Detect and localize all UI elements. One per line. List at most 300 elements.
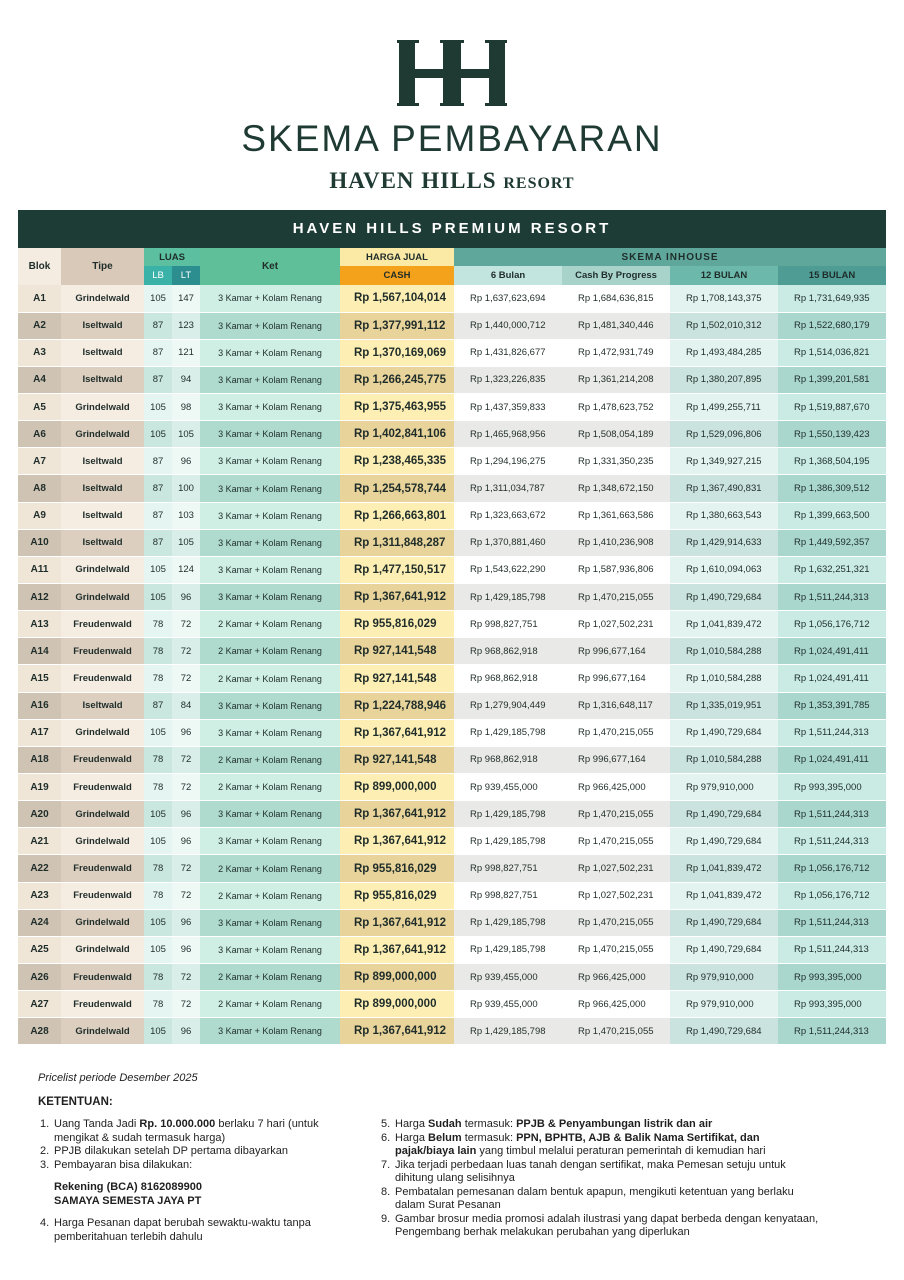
cell-6-bulan: Rp 998,827,751 xyxy=(454,611,562,638)
header-tipe: Tipe xyxy=(61,248,144,285)
cell-6-bulan: Rp 1,431,826,677 xyxy=(454,339,562,366)
ketentuan-item-number: 6. xyxy=(381,1131,391,1144)
cell-cash-by-progress: Rp 1,361,663,586 xyxy=(562,502,670,529)
cell-12-bulan: Rp 1,490,729,684 xyxy=(670,801,778,828)
ketentuan-item-text: Uang Tanda Jadi xyxy=(54,1118,140,1130)
cell-lb: 87 xyxy=(144,366,172,393)
table-row xyxy=(18,556,886,583)
cell-15-bulan: Rp 1,386,309,512 xyxy=(778,475,886,502)
cell-lb: 105 xyxy=(144,801,172,828)
cell-6-bulan: Rp 1,429,185,798 xyxy=(454,828,562,855)
ketentuan-item-text: termasuk: xyxy=(461,1131,517,1144)
cell-blok: A2 xyxy=(18,312,61,339)
cell-lb: 87 xyxy=(144,692,172,719)
cell-lt: 147 xyxy=(172,285,200,312)
cell-15-bulan: Rp 1,632,251,321 xyxy=(778,556,886,583)
cell-tipe: Freudenwald xyxy=(61,855,144,882)
cell-6-bulan: Rp 1,429,185,798 xyxy=(454,1018,562,1045)
cell-tipe: Iseltwald xyxy=(61,366,144,393)
cell-cash-by-progress: Rp 1,316,648,117 xyxy=(562,692,670,719)
cell-cash-by-progress: Rp 1,470,215,055 xyxy=(562,936,670,963)
cell-6-bulan: Rp 1,294,196,275 xyxy=(454,448,562,475)
cell-ket: 3 Kamar + Kolam Renang xyxy=(200,285,340,312)
cell-6-bulan: Rp 1,323,663,672 xyxy=(454,502,562,529)
cell-ket: 3 Kamar + Kolam Renang xyxy=(200,366,340,393)
cell-6-bulan: Rp 1,370,881,460 xyxy=(454,529,562,556)
cell-tipe: Grindelwald xyxy=(61,719,144,746)
cell-cash: Rp 1,367,641,912 xyxy=(340,801,454,828)
cell-lb: 87 xyxy=(144,529,172,556)
ketentuan-item-text: Pembayaran bisa dilakukan: xyxy=(54,1158,193,1171)
cell-lt: 100 xyxy=(172,475,200,502)
table-row xyxy=(18,448,886,475)
cell-lt: 103 xyxy=(172,502,200,529)
cell-blok: A28 xyxy=(18,1018,61,1045)
cell-ket: 3 Kamar + Kolam Renang xyxy=(200,909,340,936)
table-row xyxy=(18,312,886,339)
cell-12-bulan: Rp 1,529,096,806 xyxy=(670,421,778,448)
cell-blok: A21 xyxy=(18,828,61,855)
ketentuan-item-text: Pembatalan pemesanan dalam bentuk apapun, mengikuti ketentuan yang berlaku dalam Surat Pesanan xyxy=(395,1185,794,1211)
cell-lb: 78 xyxy=(144,665,172,692)
cell-ket: 3 Kamar + Kolam Renang xyxy=(200,339,340,366)
cell-12-bulan: Rp 1,490,729,684 xyxy=(670,936,778,963)
cell-ket: 2 Kamar + Kolam Renang xyxy=(200,665,340,692)
table-row xyxy=(18,692,886,719)
header-lt: LT xyxy=(172,266,200,285)
cell-12-bulan: Rp 1,493,484,285 xyxy=(670,339,778,366)
cell-12-bulan: Rp 1,010,584,288 xyxy=(670,665,778,692)
cell-lt: 96 xyxy=(172,936,200,963)
cell-blok: A18 xyxy=(18,746,61,773)
cell-blok: A15 xyxy=(18,665,61,692)
cell-cash-by-progress: Rp 1,410,236,908 xyxy=(562,529,670,556)
page-header xyxy=(0,0,904,205)
cell-lb: 78 xyxy=(144,611,172,638)
cell-12-bulan: Rp 1,335,019,951 xyxy=(670,692,778,719)
table-row xyxy=(18,774,886,801)
ketentuan-item-text: termasuk: xyxy=(461,1118,517,1130)
cell-ket: 2 Kamar + Kolam Renang xyxy=(200,882,340,909)
cell-12-bulan: Rp 1,380,663,543 xyxy=(670,502,778,529)
cell-lt: 105 xyxy=(172,421,200,448)
ketentuan-item-number: 4. xyxy=(40,1217,50,1229)
table-row xyxy=(18,611,886,638)
ketentuan-item-text: berlaku 7 hari (untuk mengikat & sudah termasuk harga) xyxy=(54,1118,319,1144)
cell-15-bulan: Rp 1,511,244,313 xyxy=(778,584,886,611)
cell-lt: 96 xyxy=(172,584,200,611)
cell-tipe: Iseltwald xyxy=(61,692,144,719)
table-row xyxy=(18,882,886,909)
ketentuan-item-number: 1. xyxy=(40,1118,50,1130)
cell-tipe: Grindelwald xyxy=(61,421,144,448)
cell-blok: A22 xyxy=(18,855,61,882)
cell-tipe: Iseltwald xyxy=(61,312,144,339)
cell-lt: 98 xyxy=(172,394,200,421)
cell-15-bulan: Rp 1,511,244,313 xyxy=(778,719,886,746)
cell-tipe: Grindelwald xyxy=(61,936,144,963)
cell-tipe: Freudenwald xyxy=(61,611,144,638)
cell-lt: 72 xyxy=(172,991,200,1018)
ketentuan-item xyxy=(38,1217,338,1244)
header-luas: LUAS xyxy=(144,248,200,266)
table-row xyxy=(18,421,886,448)
cell-ket: 3 Kamar + Kolam Renang xyxy=(200,556,340,583)
cell-ket: 3 Kamar + Kolam Renang xyxy=(200,801,340,828)
pricelist-table xyxy=(18,248,886,1045)
ketentuan-item xyxy=(379,1132,819,1159)
header-6-bulan: 6 Bulan xyxy=(454,266,562,285)
cell-15-bulan: Rp 1,056,176,712 xyxy=(778,882,886,909)
table-row xyxy=(18,394,886,421)
cell-ket: 2 Kamar + Kolam Renang xyxy=(200,855,340,882)
cell-cash-by-progress: Rp 1,470,215,055 xyxy=(562,801,670,828)
cell-cash: Rp 899,000,000 xyxy=(340,774,454,801)
ketentuan-item xyxy=(379,1118,819,1132)
cell-lb: 78 xyxy=(144,964,172,991)
cell-6-bulan: Rp 1,465,968,956 xyxy=(454,421,562,448)
cell-ket: 3 Kamar + Kolam Renang xyxy=(200,475,340,502)
rekening-info xyxy=(38,1181,338,1208)
cell-15-bulan: Rp 1,519,887,670 xyxy=(778,394,886,421)
cell-tipe: Iseltwald xyxy=(61,339,144,366)
table-row xyxy=(18,828,886,855)
cell-cash-by-progress: Rp 1,508,054,189 xyxy=(562,421,670,448)
table-row xyxy=(18,529,886,556)
cell-cash-by-progress: Rp 1,027,502,231 xyxy=(562,611,670,638)
cell-12-bulan: Rp 1,041,839,472 xyxy=(670,855,778,882)
cell-15-bulan: Rp 1,399,663,500 xyxy=(778,502,886,529)
ketentuan-item-text: Belum xyxy=(428,1131,462,1144)
cell-15-bulan: Rp 1,511,244,313 xyxy=(778,828,886,855)
cell-lb: 105 xyxy=(144,1018,172,1045)
ketentuan-item-text: PPJB dilakukan setelah DP pertama dibayarkan xyxy=(54,1145,288,1157)
cell-12-bulan: Rp 1,429,914,633 xyxy=(670,529,778,556)
cell-blok: A23 xyxy=(18,882,61,909)
cell-cash: Rp 927,141,548 xyxy=(340,638,454,665)
cell-ket: 3 Kamar + Kolam Renang xyxy=(200,421,340,448)
cell-blok: A11 xyxy=(18,556,61,583)
cell-15-bulan: Rp 1,449,592,357 xyxy=(778,529,886,556)
cell-cash: Rp 1,477,150,517 xyxy=(340,556,454,583)
cell-cash: Rp 899,000,000 xyxy=(340,964,454,991)
cell-6-bulan: Rp 1,440,000,712 xyxy=(454,312,562,339)
rekening-name: SAMAYA SEMESTA JAYA PT xyxy=(54,1194,202,1207)
cell-ket: 3 Kamar + Kolam Renang xyxy=(200,584,340,611)
cell-lt: 96 xyxy=(172,801,200,828)
cell-lt: 96 xyxy=(172,448,200,475)
ketentuan-item-text: Rp. 10.000.000 xyxy=(139,1118,216,1130)
cell-12-bulan: Rp 979,910,000 xyxy=(670,964,778,991)
cell-blok: A20 xyxy=(18,801,61,828)
cell-cash: Rp 955,816,029 xyxy=(340,882,454,909)
page-subtitle xyxy=(0,168,904,194)
table-row xyxy=(18,855,886,882)
ketentuan-left-column xyxy=(38,1118,338,1244)
cell-lb: 105 xyxy=(144,909,172,936)
cell-ket: 3 Kamar + Kolam Renang xyxy=(200,692,340,719)
cell-cash-by-progress: Rp 1,478,623,752 xyxy=(562,394,670,421)
cell-15-bulan: Rp 1,731,649,935 xyxy=(778,285,886,312)
rekening-number: Rekening (BCA) 8162089900 xyxy=(54,1181,202,1193)
cell-cash-by-progress: Rp 1,027,502,231 xyxy=(562,882,670,909)
cell-lt: 72 xyxy=(172,964,200,991)
cell-tipe: Grindelwald xyxy=(61,285,144,312)
cell-tipe: Freudenwald xyxy=(61,638,144,665)
cell-tipe: Freudenwald xyxy=(61,882,144,909)
cell-blok: A12 xyxy=(18,584,61,611)
table-row xyxy=(18,909,886,936)
cell-cash: Rp 1,311,848,287 xyxy=(340,529,454,556)
cell-12-bulan: Rp 1,708,143,375 xyxy=(670,285,778,312)
ketentuan-item-text: PPJB & Penyambungan listrik dan air xyxy=(516,1118,713,1130)
cell-cash: Rp 1,238,465,335 xyxy=(340,448,454,475)
cell-ket: 3 Kamar + Kolam Renang xyxy=(200,312,340,339)
cell-6-bulan: Rp 1,437,359,833 xyxy=(454,394,562,421)
cell-cash-by-progress: Rp 996,677,164 xyxy=(562,665,670,692)
cell-12-bulan: Rp 1,041,839,472 xyxy=(670,611,778,638)
header-cash: CASH xyxy=(340,266,454,285)
cell-6-bulan: Rp 939,455,000 xyxy=(454,964,562,991)
cell-ket: 3 Kamar + Kolam Renang xyxy=(200,394,340,421)
cell-ket: 2 Kamar + Kolam Renang xyxy=(200,774,340,801)
cell-ket: 3 Kamar + Kolam Renang xyxy=(200,719,340,746)
notes-section xyxy=(38,1072,868,1243)
ketentuan-item-number: 3. xyxy=(40,1158,50,1171)
ketentuan-item-text: Jika terjadi perbedaan luas tanah dengan sertifikat, maka Pemesan setuju untuk dihitung ulang selisihnya xyxy=(395,1158,786,1184)
cell-6-bulan: Rp 1,429,185,798 xyxy=(454,936,562,963)
cell-lb: 105 xyxy=(144,719,172,746)
cell-blok: A25 xyxy=(18,936,61,963)
cell-cash: Rp 1,367,641,912 xyxy=(340,828,454,855)
ketentuan-item-text: Gambar brosur media promosi adalah ilustrasi yang dapat berbeda dengan kenyataan, Pengembang berhak melakukan perubahan yang diperlukan xyxy=(395,1212,819,1238)
ketentuan-item xyxy=(379,1159,819,1186)
ketentuan-item-text: Harga xyxy=(395,1131,429,1144)
cell-6-bulan: Rp 1,323,226,835 xyxy=(454,366,562,393)
cell-lb: 78 xyxy=(144,855,172,882)
cell-15-bulan: Rp 1,550,139,423 xyxy=(778,421,886,448)
table-banner: HAVEN HILLS PREMIUM RESORT xyxy=(18,210,886,248)
cell-12-bulan: Rp 1,367,490,831 xyxy=(670,475,778,502)
header-skema-inhouse: SKEMA INHOUSE xyxy=(454,248,886,266)
cell-cash: Rp 1,224,788,946 xyxy=(340,692,454,719)
ketentuan-item-text: Harga Pesanan dapat berubah sewaktu-waktu tanpa pemberitahuan terlebih dahulu xyxy=(54,1217,311,1243)
cell-lt: 72 xyxy=(172,638,200,665)
cell-lt: 72 xyxy=(172,882,200,909)
table-row xyxy=(18,991,886,1018)
table-row xyxy=(18,366,886,393)
cell-blok: A7 xyxy=(18,448,61,475)
cell-15-bulan: Rp 1,368,504,195 xyxy=(778,448,886,475)
cell-tipe: Freudenwald xyxy=(61,991,144,1018)
cell-15-bulan: Rp 1,511,244,313 xyxy=(778,1018,886,1045)
cell-cash-by-progress: Rp 1,348,672,150 xyxy=(562,475,670,502)
cell-ket: 2 Kamar + Kolam Renang xyxy=(200,638,340,665)
header-harga-jual: HARGA JUAL xyxy=(340,248,454,266)
cell-6-bulan: Rp 1,429,185,798 xyxy=(454,584,562,611)
cell-cash: Rp 1,370,169,069 xyxy=(340,339,454,366)
cell-lb: 87 xyxy=(144,502,172,529)
cell-12-bulan: Rp 1,490,729,684 xyxy=(670,584,778,611)
cell-lb: 78 xyxy=(144,882,172,909)
cell-ket: 3 Kamar + Kolam Renang xyxy=(200,1018,340,1045)
table-row xyxy=(18,475,886,502)
cell-12-bulan: Rp 1,010,584,288 xyxy=(670,746,778,773)
cell-6-bulan: Rp 939,455,000 xyxy=(454,991,562,1018)
cell-lb: 105 xyxy=(144,584,172,611)
cell-tipe: Freudenwald xyxy=(61,665,144,692)
cell-15-bulan: Rp 1,024,491,411 xyxy=(778,638,886,665)
cell-12-bulan: Rp 1,490,729,684 xyxy=(670,909,778,936)
cell-tipe: Grindelwald xyxy=(61,556,144,583)
cell-cash: Rp 1,254,578,744 xyxy=(340,475,454,502)
cell-tipe: Grindelwald xyxy=(61,394,144,421)
cell-ket: 2 Kamar + Kolam Renang xyxy=(200,964,340,991)
cell-lb: 87 xyxy=(144,339,172,366)
cell-tipe: Freudenwald xyxy=(61,774,144,801)
cell-blok: A3 xyxy=(18,339,61,366)
cell-ket: 3 Kamar + Kolam Renang xyxy=(200,502,340,529)
cell-lb: 87 xyxy=(144,312,172,339)
cell-15-bulan: Rp 993,395,000 xyxy=(778,964,886,991)
cell-cash-by-progress: Rp 1,361,214,208 xyxy=(562,366,670,393)
cell-blok: A9 xyxy=(18,502,61,529)
cell-15-bulan: Rp 993,395,000 xyxy=(778,991,886,1018)
cell-tipe: Freudenwald xyxy=(61,746,144,773)
cell-lb: 105 xyxy=(144,285,172,312)
cell-lt: 96 xyxy=(172,828,200,855)
cell-cash-by-progress: Rp 966,425,000 xyxy=(562,964,670,991)
cell-6-bulan: Rp 1,543,622,290 xyxy=(454,556,562,583)
cell-6-bulan: Rp 1,429,185,798 xyxy=(454,801,562,828)
cell-12-bulan: Rp 979,910,000 xyxy=(670,991,778,1018)
cell-tipe: Grindelwald xyxy=(61,909,144,936)
cell-cash: Rp 927,141,548 xyxy=(340,746,454,773)
cell-tipe: Iseltwald xyxy=(61,502,144,529)
cell-6-bulan: Rp 968,862,918 xyxy=(454,746,562,773)
cell-15-bulan: Rp 1,056,176,712 xyxy=(778,855,886,882)
cell-cash: Rp 1,367,641,912 xyxy=(340,1018,454,1045)
cell-lb: 78 xyxy=(144,746,172,773)
pricelist-table-container xyxy=(18,210,886,1045)
ketentuan-right-column xyxy=(379,1118,819,1240)
cell-ket: 3 Kamar + Kolam Renang xyxy=(200,529,340,556)
cell-15-bulan: Rp 1,056,176,712 xyxy=(778,611,886,638)
subtitle-main: HAVEN HILLS xyxy=(329,168,497,193)
cell-cash-by-progress: Rp 1,481,340,446 xyxy=(562,312,670,339)
page-title: SKEMA PEMBAYARAN xyxy=(241,118,663,159)
cell-cash: Rp 1,567,104,014 xyxy=(340,285,454,312)
cell-blok: A16 xyxy=(18,692,61,719)
header-lb: LB xyxy=(144,266,172,285)
cell-lt: 72 xyxy=(172,665,200,692)
table-body xyxy=(18,285,886,1045)
header-12-bulan: 12 BULAN xyxy=(670,266,778,285)
ketentuan-item-number: 9. xyxy=(381,1212,391,1225)
cell-cash-by-progress: Rp 966,425,000 xyxy=(562,991,670,1018)
cell-lt: 123 xyxy=(172,312,200,339)
cell-cash-by-progress: Rp 1,470,215,055 xyxy=(562,909,670,936)
cell-blok: A14 xyxy=(18,638,61,665)
cell-6-bulan: Rp 968,862,918 xyxy=(454,665,562,692)
cell-lt: 84 xyxy=(172,692,200,719)
cell-lb: 105 xyxy=(144,936,172,963)
ketentuan-title: KETENTUAN: xyxy=(38,1096,113,1108)
ketentuan-item xyxy=(379,1186,819,1213)
ketentuan-item xyxy=(38,1118,338,1145)
cell-6-bulan: Rp 998,827,751 xyxy=(454,882,562,909)
cell-lb: 105 xyxy=(144,828,172,855)
cell-tipe: Iseltwald xyxy=(61,448,144,475)
cell-lt: 121 xyxy=(172,339,200,366)
cell-15-bulan: Rp 1,511,244,313 xyxy=(778,936,886,963)
table-row xyxy=(18,584,886,611)
cell-blok: A27 xyxy=(18,991,61,1018)
table-row xyxy=(18,801,886,828)
cell-ket: 3 Kamar + Kolam Renang xyxy=(200,828,340,855)
cell-12-bulan: Rp 1,490,729,684 xyxy=(670,1018,778,1045)
cell-blok: A19 xyxy=(18,774,61,801)
cell-12-bulan: Rp 1,380,207,895 xyxy=(670,366,778,393)
cell-12-bulan: Rp 1,499,255,711 xyxy=(670,394,778,421)
ketentuan-item-number: 2. xyxy=(40,1145,50,1157)
table-row xyxy=(18,638,886,665)
cell-cash-by-progress: Rp 1,470,215,055 xyxy=(562,719,670,746)
cell-tipe: Grindelwald xyxy=(61,584,144,611)
cell-6-bulan: Rp 968,862,918 xyxy=(454,638,562,665)
cell-cash: Rp 1,375,463,955 xyxy=(340,394,454,421)
cell-ket: 3 Kamar + Kolam Renang xyxy=(200,936,340,963)
cell-6-bulan: Rp 1,429,185,798 xyxy=(454,719,562,746)
cell-12-bulan: Rp 1,490,729,684 xyxy=(670,719,778,746)
cell-lb: 105 xyxy=(144,421,172,448)
header-ket: Ket xyxy=(200,248,340,285)
table-row xyxy=(18,665,886,692)
cell-cash-by-progress: Rp 996,677,164 xyxy=(562,746,670,773)
cell-blok: A8 xyxy=(18,475,61,502)
cell-cash: Rp 899,000,000 xyxy=(340,991,454,1018)
subtitle-small: RESORT xyxy=(503,175,575,192)
cell-cash: Rp 1,367,641,912 xyxy=(340,584,454,611)
cell-12-bulan: Rp 1,490,729,684 xyxy=(670,828,778,855)
header-blok: Blok xyxy=(18,248,61,285)
cell-15-bulan: Rp 1,511,244,313 xyxy=(778,801,886,828)
cell-lt: 72 xyxy=(172,611,200,638)
cell-cash: Rp 1,266,245,775 xyxy=(340,366,454,393)
table-row xyxy=(18,746,886,773)
cell-lt: 96 xyxy=(172,909,200,936)
cell-blok: A5 xyxy=(18,394,61,421)
table-row xyxy=(18,964,886,991)
cell-lb: 87 xyxy=(144,448,172,475)
cell-cash: Rp 1,367,641,912 xyxy=(340,719,454,746)
cell-ket: 2 Kamar + Kolam Renang xyxy=(200,746,340,773)
cell-cash-by-progress: Rp 1,684,636,815 xyxy=(562,285,670,312)
cell-cash-by-progress: Rp 1,470,215,055 xyxy=(562,584,670,611)
ketentuan-item-text: PPN, BPHTB, AJB & Balik Nama Sertifikat, dan pajak/biaya lain xyxy=(395,1131,760,1157)
cell-lb: 105 xyxy=(144,556,172,583)
cell-cash-by-progress: Rp 966,425,000 xyxy=(562,774,670,801)
cell-tipe: Grindelwald xyxy=(61,828,144,855)
cell-lt: 96 xyxy=(172,719,200,746)
cell-15-bulan: Rp 1,024,491,411 xyxy=(778,665,886,692)
cell-tipe: Freudenwald xyxy=(61,964,144,991)
cell-cash: Rp 1,266,663,801 xyxy=(340,502,454,529)
cell-cash: Rp 955,816,029 xyxy=(340,611,454,638)
cell-12-bulan: Rp 1,010,584,288 xyxy=(670,638,778,665)
cell-cash: Rp 927,141,548 xyxy=(340,665,454,692)
header-15-bulan: 15 BULAN xyxy=(778,266,886,285)
